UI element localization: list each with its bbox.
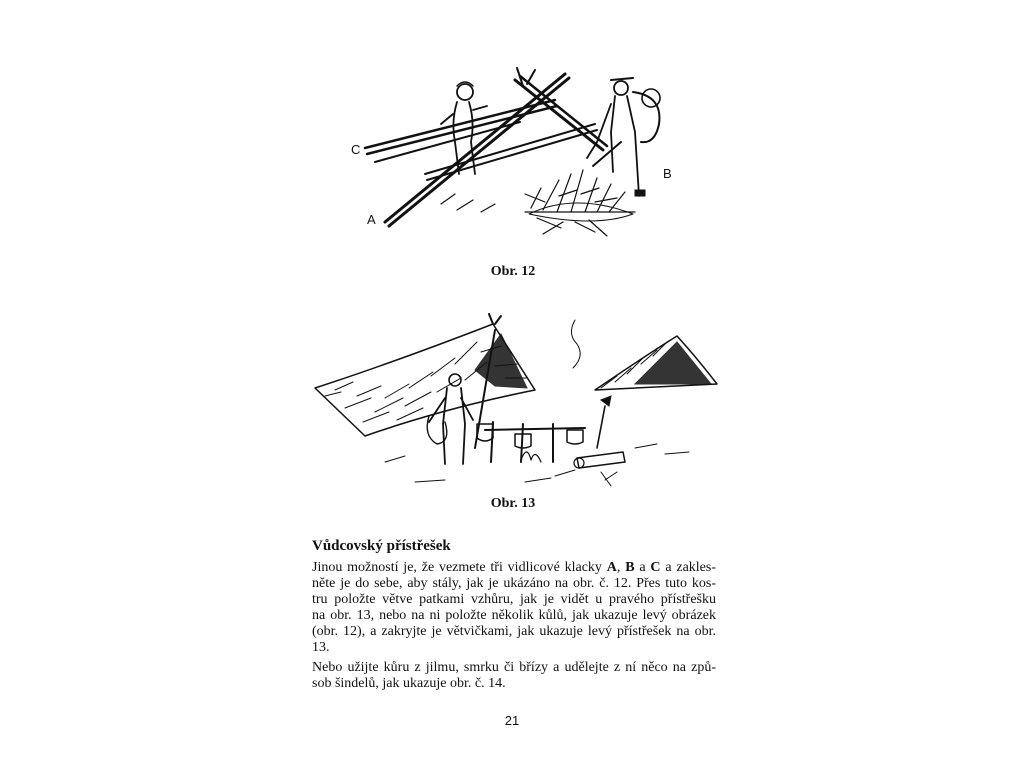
- paragraph-1-line-2: něte je do sebe, aby stály, jak je ukázáno na obr. č. 12. Přes tuto kos-: [312, 576, 716, 591]
- paragraph-1-line-6: 13.: [312, 640, 330, 655]
- label-c: C: [351, 142, 361, 157]
- page-number: 21: [504, 713, 520, 728]
- figure-12-caption: Obr. 12: [490, 264, 536, 279]
- paragraph-1: [312, 560, 716, 656]
- lean-to-frame-drawing: [345, 62, 685, 267]
- bold-label-b: B: [625, 560, 635, 575]
- paragraph-2: [312, 660, 716, 692]
- label-b: B: [663, 166, 672, 181]
- paragraph-1-line-5: (obr. 12), a zakryjte je větvičkami, jak ukazuje levý přístřešek na obr.: [312, 624, 716, 639]
- bold-label-a: A: [606, 560, 617, 575]
- figure-12-illustration: [345, 62, 685, 267]
- bold-label-c: C: [650, 560, 661, 575]
- paragraph-2-line-2: sob šindelů, jak ukazuje obr. č. 14.: [312, 676, 506, 691]
- label-a: A: [367, 212, 376, 227]
- paragraph-1-line-3: tru položte větve patkami vzhůru, jak je vidět u pravého přístřešku: [312, 592, 716, 607]
- paragraph-1-line-4: na obr. 13, nebo na ni položte několik kůlů, jak ukazuje levý obrázek: [312, 608, 716, 623]
- paragraph-1-line-1: Jinou možností je, že vezmete tři vidlicové klacky A, B a C a zakles-: [312, 560, 717, 575]
- figure-13-caption: Obr. 13: [490, 496, 536, 511]
- paragraph-2-line-1: Nebo užijte kůru z jilmu, smrku či břízy a udělejte z ní něco na způ-: [312, 660, 716, 675]
- finished-shelter-drawing: [305, 312, 720, 490]
- section-heading: Vůdcovský přístřešek: [312, 538, 451, 554]
- figure-13-illustration: [305, 312, 720, 490]
